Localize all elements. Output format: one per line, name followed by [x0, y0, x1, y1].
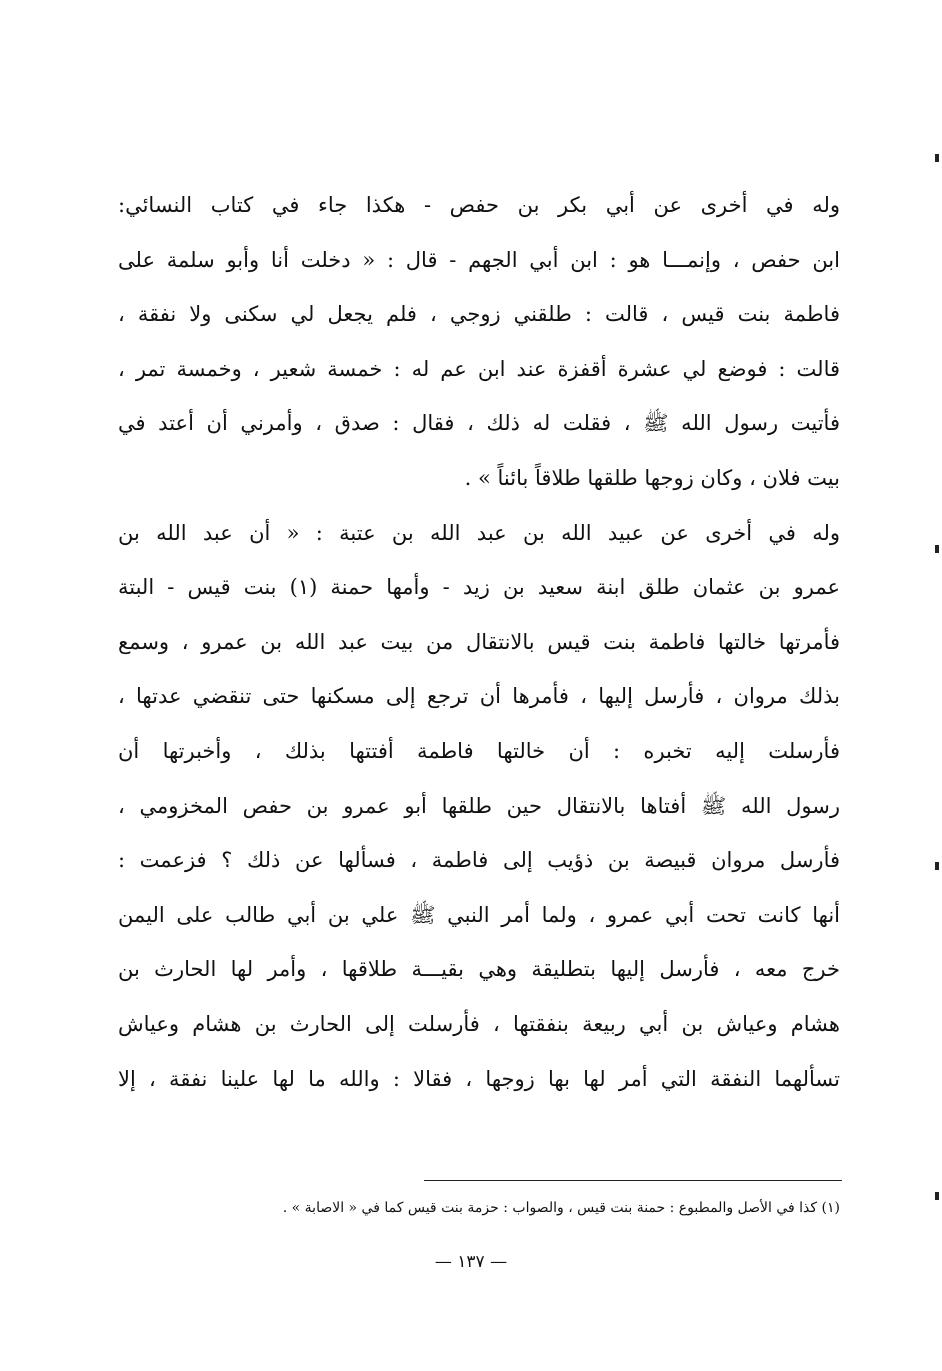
footnote-divider — [424, 1180, 842, 1181]
text-line: فأرسل مروان قبيصة بن ذؤيب إلى فاطمة ، فسألها عن ذلك ؟ فزعمت : — [118, 848, 840, 873]
text-line: عمرو بن عثمان طلق ابنة سعيد بن زيد - وأمها حمنة (١) بنت قيس - البتة — [118, 575, 840, 600]
edge-mark — [935, 545, 939, 553]
text-line: فاطمة بنت قيس ، قالت : طلقني زوجي ، فلم يجعل لي سكنى ولا نفقة ، — [118, 302, 840, 327]
text-line: وله في أخرى عن أبي بكر بن حفص - هكذا جاء في كتاب النسائي: — [118, 193, 840, 217]
text-line: بيت فلان ، وكان زوجها طلقها طلاقاً بائناً » . — [464, 465, 840, 490]
text-line: هشام وعياش بن أبي ربيعة بنفقتها ، فأرسلت إلى الحارث بن هشام وعياش — [118, 1011, 840, 1036]
text-line: خرج معه ، فأرسل إليها بتطليقة وهي بقيـــة طلاقها ، وأمر لها الحارث بن — [118, 957, 840, 982]
text-line: فأمرتها خالتها فاطمة بنت قيس بالانتقال من بيت عبد الله بن عمرو ، وسمع — [118, 629, 840, 654]
text-line: أنها كانت تحت أبي عمرو ، ولما أمر النبي ﷺ علي بن أبي طالب على اليمن — [118, 902, 840, 927]
edge-mark — [935, 154, 939, 162]
text-line: فأرسلت إليه تخبره : أن خالتها فاطمة أفتتها بذلك ، وأخبرتها أن — [118, 738, 840, 763]
text-line: تسألهما النفقة التي أمر لها بها زوجها ، فقالا : والله ما لها علينا نفقة ، إلا — [118, 1066, 840, 1091]
text-line: قالت : فوضع لي عشرة أقفزة عند ابن عم له : خمسة شعير ، وخمسة تمر ، — [118, 356, 840, 381]
text-line: بذلك مروان ، فأرسل إليها ، فأمرها أن ترجع إلى مسكنها حتى تنقضي عدتها ، — [118, 684, 840, 709]
text-line: وله في أخرى عن عبيد الله بن عبد الله بن عتبة : « أن عبد الله بن — [118, 520, 840, 545]
edge-mark — [935, 1192, 939, 1200]
page-number: — ١٣٧ — — [434, 1252, 508, 1272]
text-line: فأتيت رسول الله ﷺ ، فقلت له ذلك ، فقال : صدق ، وأمرني أن أعتد في — [118, 411, 840, 436]
footnote: (١) كذا في الأصل والمطبوع : حمنة بنت قيس ، والصواب : حزمة بنت قيس كما في « الاصابة » . — [282, 1200, 840, 1216]
page-body — [118, 178, 840, 1106]
text-line: رسول الله ﷺ أفتاها بالانتقال حين طلقها أبو عمرو بن حفص المخزومي ، — [118, 793, 840, 818]
edge-mark — [935, 862, 939, 870]
text-line: ابن حفص ، وإنمـــا هو : ابن أبي الجهم - قال : « دخلت أنا وأبو سلمة على — [118, 247, 840, 272]
